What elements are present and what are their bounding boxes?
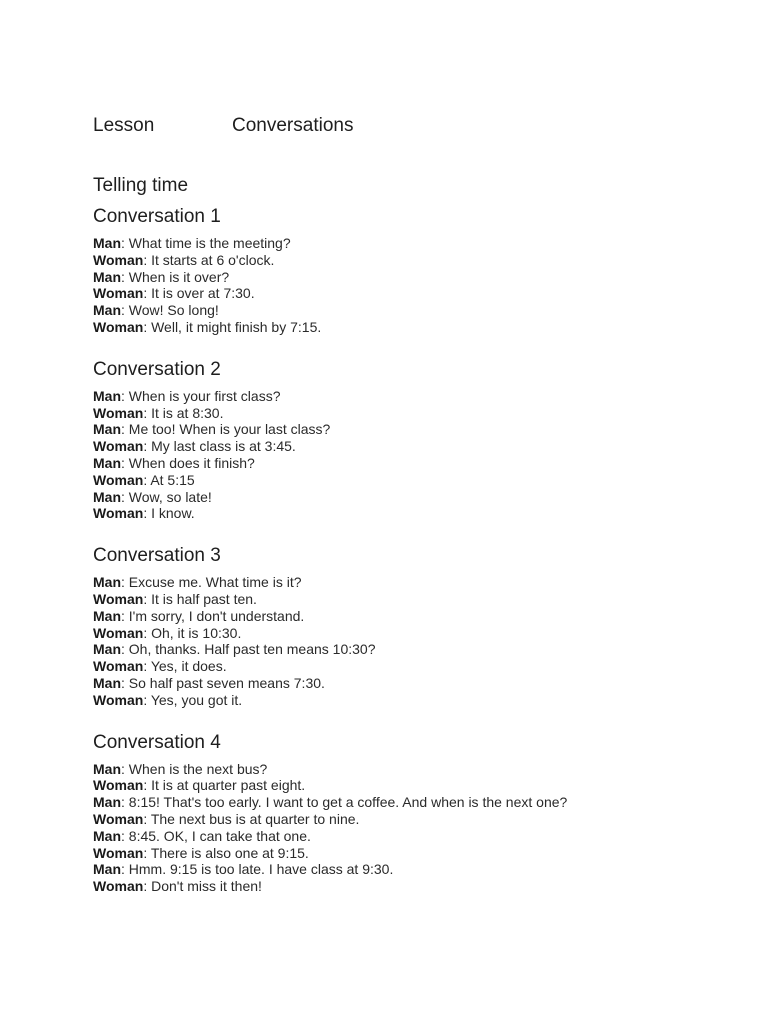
dialogue-line — [93, 489, 733, 506]
speaker-name: Man — [93, 641, 121, 658]
utterance-text: : My last class is at 3:45. — [143, 438, 296, 455]
conversation-4 — [93, 730, 733, 895]
dialogue-line — [93, 438, 733, 455]
utterance-text: : Excuse me. What time is it? — [121, 574, 302, 591]
dialogue-line — [93, 591, 733, 608]
utterance-text: : When is the next bus? — [121, 760, 268, 777]
utterance-text: : Yes, it does. — [143, 658, 227, 675]
dialogue-line — [93, 302, 733, 319]
dialogue-line — [93, 675, 733, 692]
utterance-text: : It is at quarter past eight. — [143, 777, 306, 794]
speaker-name: Man — [93, 760, 121, 777]
speaker-name: Man — [93, 794, 121, 811]
dialogue-line — [93, 319, 733, 336]
speaker-name: Woman — [93, 844, 144, 861]
dialogue-line — [93, 455, 733, 472]
conversation-title: Conversation 1 — [93, 206, 221, 227]
conversation-1 — [93, 204, 733, 336]
dialogue-line — [93, 777, 733, 794]
dialogue-line — [93, 421, 733, 438]
speaker-name: Woman — [93, 471, 144, 488]
utterance-text: : The next bus is at quarter to nine. — [143, 810, 360, 827]
speaker-name: Woman — [93, 810, 144, 827]
conversation-3 — [93, 543, 733, 708]
conversation-list — [93, 204, 733, 895]
speaker-name: Woman — [93, 878, 144, 895]
speaker-name: Man — [93, 574, 121, 591]
dialogue-line — [93, 574, 733, 591]
document-title: Conversations — [232, 115, 354, 136]
utterance-text: : It is half past ten. — [143, 590, 257, 607]
topic-heading: Telling time — [93, 175, 189, 196]
utterance-text: : What time is the meeting? — [121, 235, 291, 251]
dialogue-lines — [93, 235, 733, 336]
utterance-text: : Oh, thanks. Half past ten means 10:30? — [121, 641, 376, 658]
speaker-name: Woman — [93, 691, 144, 708]
speaker-name: Woman — [93, 438, 144, 455]
utterance-text: : When is it over? — [121, 268, 230, 285]
conversation-title: Conversation 2 — [93, 358, 221, 380]
speaker-name: Man — [93, 302, 121, 319]
speaker-name: Man — [93, 861, 121, 878]
speaker-name: Woman — [93, 624, 144, 641]
speaker-name: Man — [93, 268, 121, 285]
speaker-name: Man — [93, 488, 121, 505]
speaker-name: Man — [93, 607, 121, 624]
dialogue-line — [93, 505, 733, 522]
utterance-text: : So half past seven means 7:30. — [121, 674, 325, 691]
speaker-name: Woman — [93, 505, 144, 522]
speaker-name: Man — [93, 454, 121, 471]
dialogue-line — [93, 405, 733, 422]
dialogue-line — [93, 878, 733, 895]
utterance-text: : Wow, so late! — [121, 488, 212, 505]
dialogue-line — [93, 608, 733, 625]
conversation-title: Conversation 3 — [93, 545, 221, 567]
dialogue-line — [93, 761, 733, 778]
speaker-name: Man — [93, 421, 121, 438]
speaker-name: Woman — [93, 251, 144, 268]
dialogue-line — [93, 235, 733, 252]
utterance-text: : When does it finish? — [121, 454, 255, 471]
dialogue-line — [93, 252, 733, 269]
dialogue-line — [93, 794, 733, 811]
dialogue-line — [93, 861, 733, 878]
dialogue-line — [93, 811, 733, 828]
speaker-name: Man — [93, 235, 121, 251]
speaker-name: Woman — [93, 590, 144, 607]
speaker-name: Woman — [93, 777, 144, 794]
document-header — [93, 113, 733, 139]
utterance-text: : Yes, you got it. — [143, 691, 243, 708]
utterance-text: : I know. — [143, 505, 195, 522]
dialogue-lines — [93, 388, 733, 522]
speaker-name: Woman — [93, 404, 144, 421]
conversation-2 — [93, 357, 733, 522]
utterance-text: : There is also one at 9:15. — [143, 844, 309, 861]
conversation-title: Conversation 4 — [93, 731, 221, 753]
dialogue-line — [93, 388, 733, 405]
lesson-label: Lesson — [93, 115, 155, 136]
utterance-text: : 8:45. OK, I can take that one. — [121, 827, 311, 844]
dialogue-lines — [93, 761, 733, 895]
dialogue-line — [93, 692, 733, 709]
utterance-text: : It starts at 6 o'clock. — [143, 251, 275, 268]
dialogue-line — [93, 641, 733, 658]
speaker-name: Woman — [93, 318, 144, 335]
utterance-text: : Oh, it is 10:30. — [143, 624, 242, 641]
document-page — [93, 113, 733, 916]
utterance-text: : Hmm. 9:15 is too late. I have class at 9:30. — [121, 861, 394, 878]
dialogue-line — [93, 828, 733, 845]
utterance-text: : When is your first class? — [121, 387, 281, 404]
utterance-text: : 8:15! That's too early. I want to get a coffee. And when is the next one? — [121, 794, 568, 811]
utterance-text: : It is at 8:30. — [143, 404, 224, 421]
dialogue-line — [93, 658, 733, 675]
speaker-name: Woman — [93, 285, 144, 302]
dialogue-line — [93, 625, 733, 642]
utterance-text: : It is over at 7:30. — [143, 285, 255, 302]
dialogue-line — [93, 472, 733, 489]
speaker-name: Man — [93, 827, 121, 844]
dialogue-lines — [93, 574, 733, 708]
dialogue-line — [93, 845, 733, 862]
speaker-name: Man — [93, 387, 121, 404]
utterance-text: : At 5:15 — [143, 471, 195, 488]
utterance-text: : Me too! When is your last class? — [121, 421, 331, 438]
dialogue-line — [93, 285, 733, 302]
speaker-name: Woman — [93, 658, 144, 675]
utterance-text: : Well, it might finish by 7:15. — [143, 318, 322, 335]
utterance-text: : I'm sorry, I don't understand. — [121, 607, 305, 624]
utterance-text: : Wow! So long! — [121, 302, 219, 319]
dialogue-line — [93, 269, 733, 286]
utterance-text: : Don't miss it then! — [143, 878, 262, 895]
speaker-name: Man — [93, 674, 121, 691]
